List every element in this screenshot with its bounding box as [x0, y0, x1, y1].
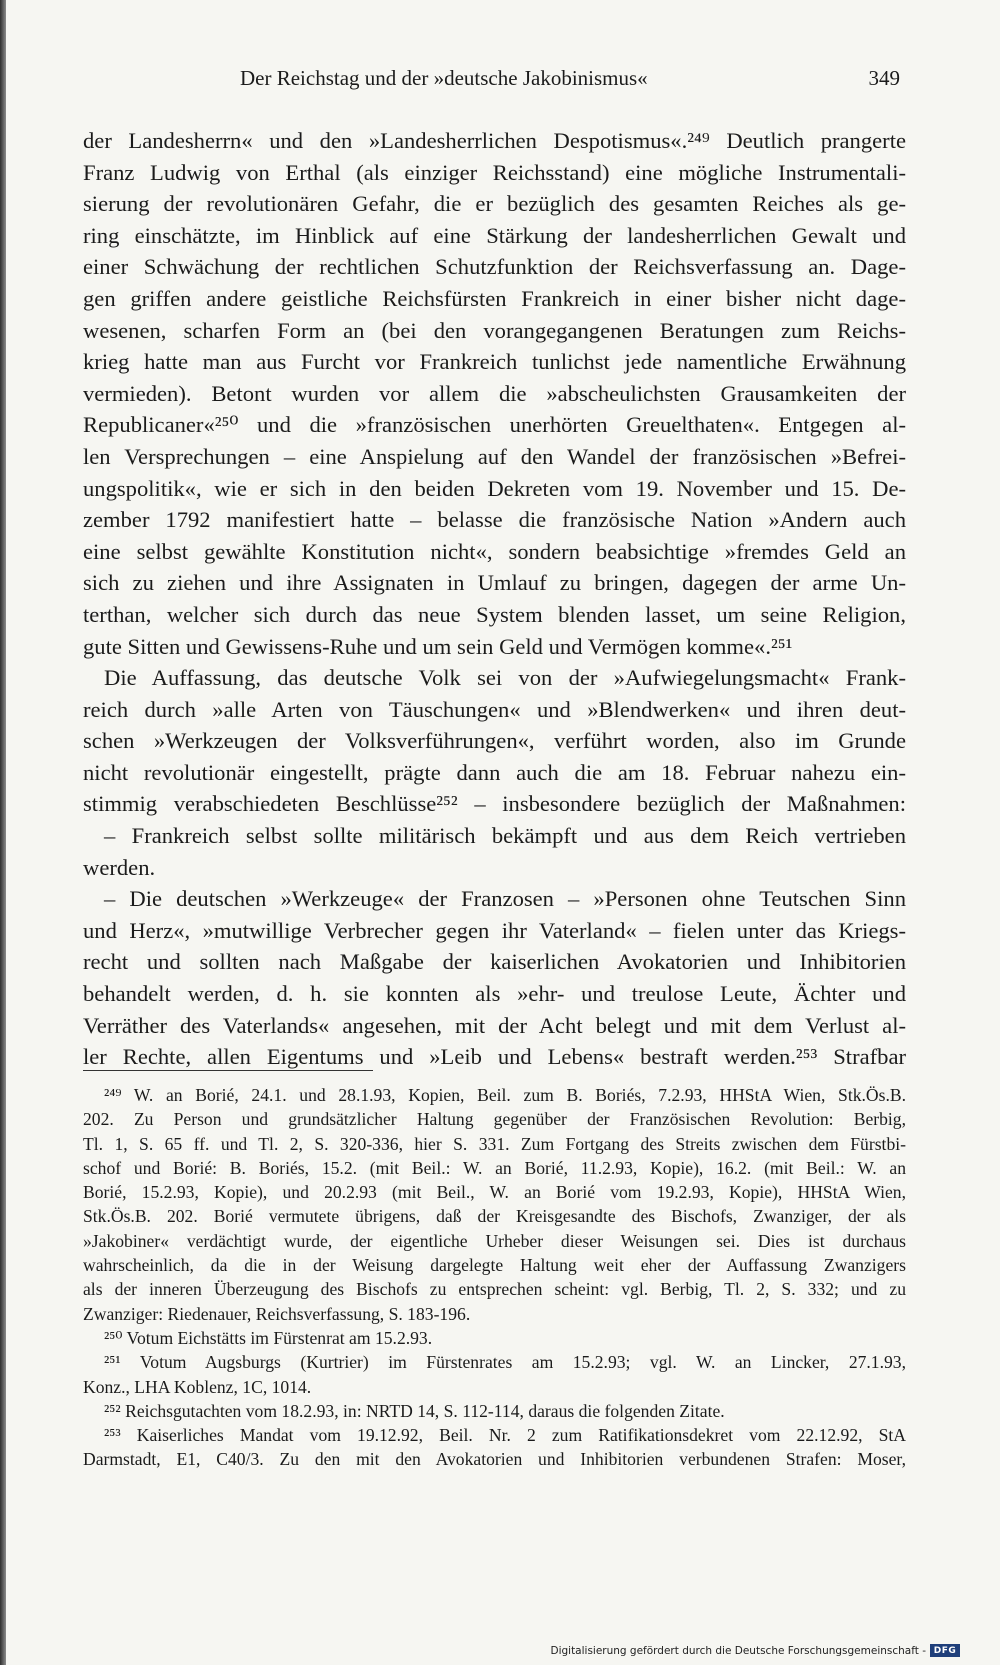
body-line: Republicaner«²⁵⁰ und die »französischen unerhörten Greuelthaten«. Entgegen al- [83, 412, 906, 438]
body-line: stimmig verabschiedeten Beschlüsse²⁵² – insbesondere bezüglich der Maßnahmen: [83, 791, 906, 817]
body-line: – Die deutschen »Werkzeuge« der Franzosen – »Personen ohne Teutschen Sinn [104, 886, 906, 912]
body-line: eine selbst gewählte Konstitution nicht«, sondern beabsichtige »fremdes Geld an [83, 538, 906, 564]
body-line: sierung der revolutionären Gefahr, die er bezüglich des gesamten Reiches als ge- [83, 191, 906, 217]
body-line: sich zu ziehen und ihre Assignaten in Umlauf zu bringen, dagegen der arme Un- [83, 570, 906, 596]
page-edge-shadow [0, 0, 6, 1665]
body-line: ler Rechte, allen Eigentums und »Leib und Lebens« bestraft werden.²⁵³ Strafbar [83, 1044, 906, 1070]
running-title: Der Reichstag und der »deutsche Jakobinismus« [240, 66, 648, 90]
body-line: recht und sollten nach Maßgabe der kaiserlichen Avokatorien und Inhibitorien [83, 949, 906, 975]
footnote-line: 202. Zu Person und grundsätzlicher Haltung gegenüber der Französischen Revolution: Berbig, [83, 1109, 906, 1130]
body-line: zember 1792 manifestiert hatte – belasse die französische Nation »Andern auch [83, 507, 906, 533]
body-line: nicht revolutionär eingestellt, prägte dann auch die am 18. Februar nahezu ein- [83, 759, 906, 785]
body-line: krieg hatte man aus Furcht vor Frankreich tunlichst jede namentliche Erwähnung [83, 349, 906, 375]
body-line: len Versprechungen – eine Anspielung auf den Wandel der französischen »Befrei- [83, 443, 906, 469]
body-line: behandelt werden, d. h. sie konnten als »ehr- und treulose Leute, Ächter und [83, 981, 906, 1007]
body-line: einer Schwächung der rechtlichen Schutzfunktion der Reichsverfassung an. Dage- [83, 254, 906, 280]
digitization-credit [550, 1644, 960, 1657]
body-line: ungspolitik«, wie er sich in den beiden Dekreten vom 19. November und 15. De- [83, 475, 906, 501]
footnote-line: ²⁵¹ Votum Augsburgs (Kurtrier) im Fürstenrates am 15.2.93; vgl. W. an Lincker, 27.1.93, [104, 1352, 906, 1373]
footnote-line: ²⁵³ Kaiserliches Mandat vom 19.12.92, Beil. Nr. 2 zum Ratifikationsdekret vom 22.12.92, StA [104, 1425, 906, 1446]
body-line: Verräther des Vaterlands« angesehen, mit der Acht belegt und mit dem Verlust al- [83, 1012, 906, 1038]
body-line: gen griffen andere geistliche Reichsfürsten Frankreich in einer bisher nicht dage- [83, 285, 906, 311]
footnote-line: Borié, 15.2.93, Kopie), und 20.2.93 (mit Beil., W. an Borié vom 19.2.93, Kopie), HHStA Wien, [83, 1182, 906, 1203]
body-line: vermieden). Betont wurden vor allem die »abscheulichsten Grausamkeiten der [83, 380, 906, 406]
body-line: terthan, welcher sich durch das neue System blenden lasset, um seine Religion, [83, 601, 906, 627]
footnote-separator [83, 1070, 373, 1071]
body-line: – Frankreich selbst sollte militärisch bekämpft und aus dem Reich vertrieben [104, 823, 906, 849]
body-line: schen »Werkzeugen der Volksverführungen«, verführt worden, also im Grunde [83, 728, 906, 754]
footnote-line: Konz., LHA Koblenz, 1C, 1014. [83, 1376, 312, 1397]
footnote-line: »Jakobiner« verdächtigt wurde, der eigentliche Urheber dieser Weisungen sei. Dies ist durchaus [83, 1230, 906, 1251]
footnotes [83, 1083, 906, 1472]
body-line: und Herz«, »mutwillige Verbrecher gegen ihr Vaterland« – fielen unter das Kriegs- [83, 917, 906, 943]
body-line: der Landesherrn« und den »Landesherrlichen Despotismus«.²⁴⁹ Deutlich prangerte [83, 128, 906, 153]
footnote-line: Zwanziger: Riedenauer, Reichsverfassung, S. 183-196. [83, 1303, 471, 1324]
footnote-line: ²⁵⁰ Votum Eichstätts im Fürstenrat am 15.2.93. [104, 1327, 433, 1348]
footnote-line: ²⁴⁹ W. an Borié, 24.1. und 28.1.93, Kopien, Beil. zum B. Boriés, 7.2.93, HHStA Wien, Stk.Ös.B. [104, 1085, 906, 1105]
footnote-line: Darmstadt, E1, C40/3. Zu den mit den Avokatorien und Inhibitorien verbundenen Strafen: Moser, [83, 1449, 906, 1470]
footnote-line: Tl. 1, S. 65 ff. und Tl. 2, S. 320-336, hier S. 331. Zum Fortgang des Streits zwischen dem Fürstbi- [83, 1133, 906, 1154]
page-number: 349 [868, 66, 900, 90]
dfg-logo: DFG [930, 1644, 960, 1657]
body-line: wesenen, scharfen Form an (bei den vorangegangenen Beratungen zum Reichs- [83, 317, 906, 343]
body-text [83, 125, 906, 1073]
body-line: werden. [83, 854, 156, 880]
footnote-line: ²⁵² Reichsgutachten vom 18.2.93, in: NRTD 14, S. 112-114, daraus die folgenden Zitate. [104, 1400, 725, 1421]
body-line: ring einschätzte, im Hinblick auf eine Stärkung der landesherrlichen Gewalt und [83, 222, 906, 248]
body-line: reich durch »alle Arten von Täuschungen« und »Blendwerken« und ihren deut- [83, 696, 906, 722]
footnote-line: wahrscheinlich, da die in der Weisung dargelegte Haltung weit eher der Auffassung Zwanzigers [83, 1255, 906, 1276]
footnote-line: als der inneren Überzeugung des Bischofs zu entsprechen scheint: vgl. Berbig, Tl. 2, S. 332; und zu [83, 1279, 906, 1300]
body-line: Die Auffassung, das deutsche Volk sei von der »Aufwiegelungsmacht« Frank- [104, 665, 906, 691]
body-line: Franz Ludwig von Erthal (als einziger Reichsstand) eine mögliche Instrumentali- [83, 159, 906, 185]
footnote-line: schof und Borié: B. Boriés, 15.2. (mit Beil.: W. an Borié, 11.2.93, Kopie), 16.2. (mit Beil.: W. an [83, 1157, 906, 1178]
footnote-line: Stk.Ös.B. 202. Borié vermutete übrigens, daß der Kreisgesandte des Bischofs, Zwanziger, der als [83, 1206, 906, 1227]
body-line: gute Sitten und Gewissens-Ruhe und um sein Geld und Vermögen komme«.²⁵¹ [83, 633, 793, 659]
credit-text: Digitalisierung gefördert durch die Deutsche Forschungsgemeinschaft - [550, 1644, 926, 1657]
